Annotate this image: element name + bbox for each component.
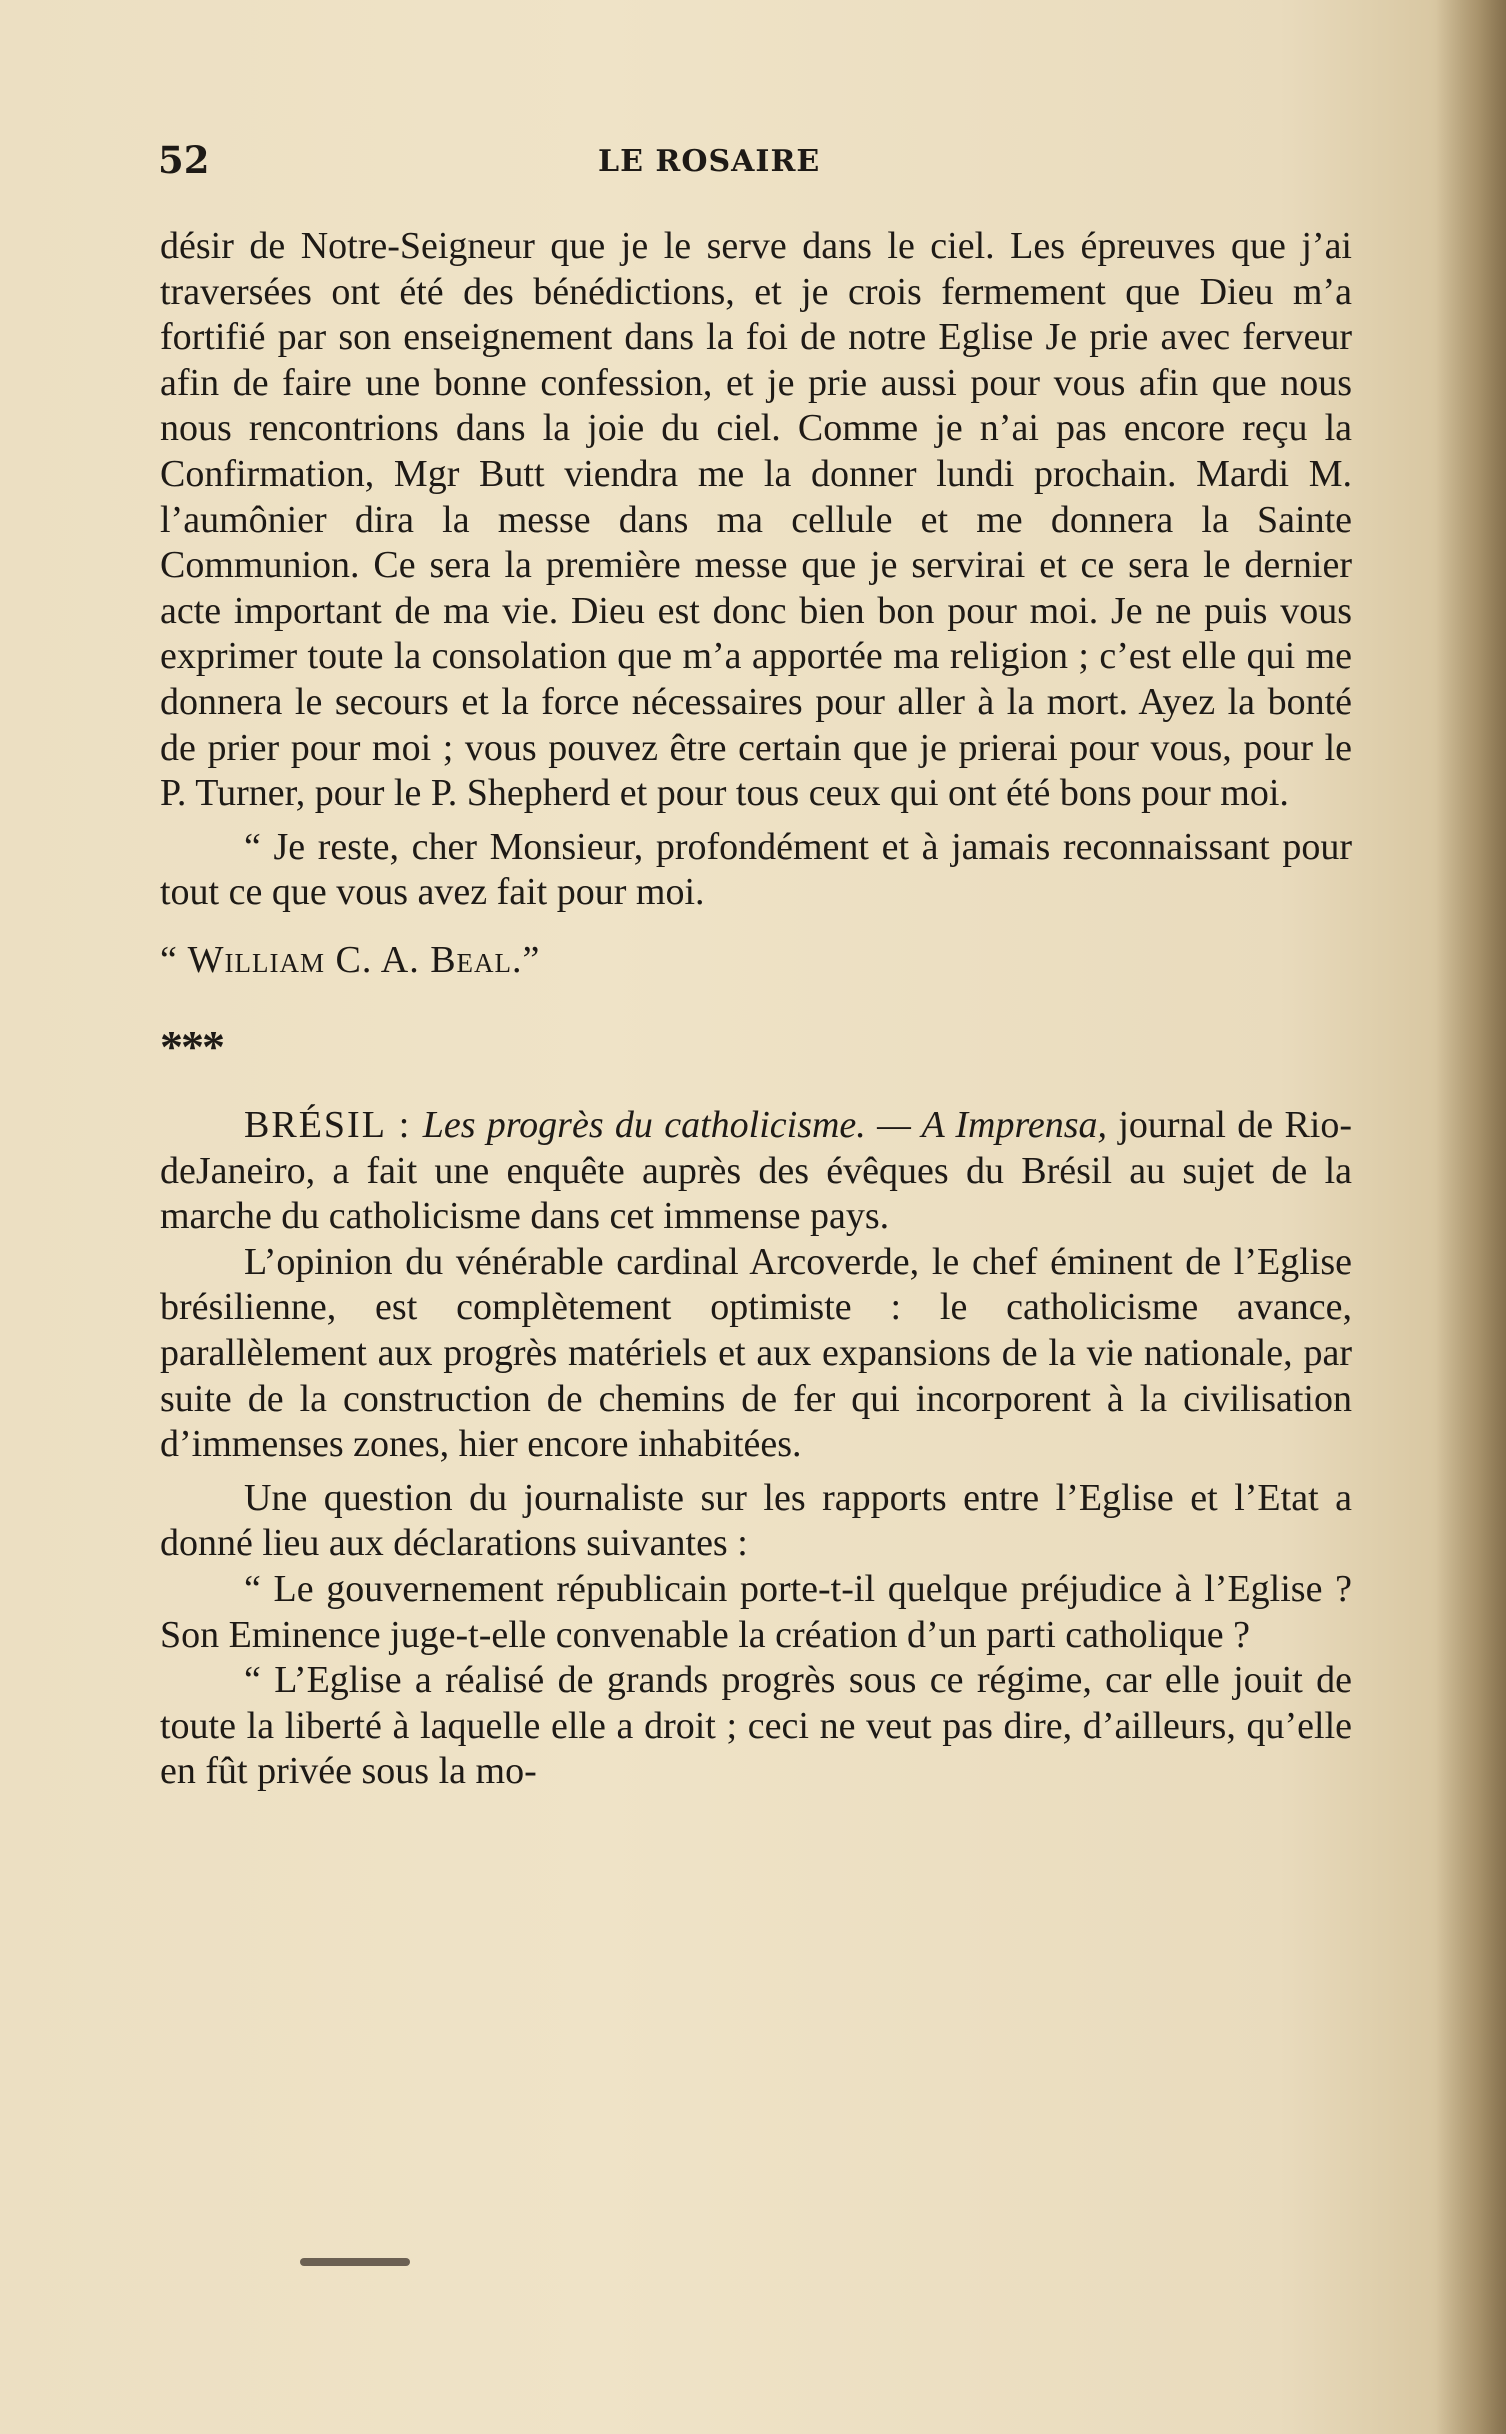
letter-closing-paragraph: “ Je reste, cher Monsieur, profondément et à jamais reconnaissant pour tout ce que vous avez fait pour moi.	[160, 825, 1352, 914]
page-gutter-shadow	[1436, 0, 1506, 2434]
section-paragraph-1-text: journal de Rio-deJaneiro, a fait une enquête auprès des évêques du Brésil au sujet de la marche du catholicisme dans cet immense pays.	[160, 1104, 1352, 1238]
ink-smudge	[300, 2258, 410, 2266]
section-paragraph-1	[160, 1103, 1352, 1240]
section-separator: ***	[160, 1020, 223, 1072]
section-paragraph-5: “ L’Eglise a réalisé de grands progrès sous ce régime, car elle jouit de toute la liberté à laquelle elle a droit ; ceci ne veut pas dire, d’ailleurs, qu’elle en fût privée sous la mo-	[160, 1659, 1352, 1793]
section-paragraph-4: “ Le gouvernement républicain porte-t-il quelque préjudice à l’Eglise ? Son Eminence juge-t-elle convenable la création d’un parti catholique ?	[160, 1568, 1352, 1656]
body-text	[160, 224, 1352, 1795]
section-title: Les progrès du catholicisme.	[422, 1104, 866, 1147]
section-lead-in: — A Imprensa,	[877, 1104, 1107, 1147]
page-number: 52	[158, 138, 210, 182]
running-title: LE ROSAIRE	[598, 144, 821, 179]
letter-signature: “ William C. A. Beal.”	[160, 938, 541, 981]
page-header	[158, 138, 1368, 188]
section-paragraph-2: L’opinion du vénérable cardinal Arcoverde, le chef éminent de l’Eglise brésilienne, est complètement optimiste : le catholicisme avance, parallèlement aux progrès matériels et aux expansions de la vie nationale, par suite de la construction de chemins de fer qui incorporent à la civilisation d’immenses zones, hier encore inhabitées.	[160, 1240, 1352, 1466]
letter-paragraph: désir de Notre-Seigneur que je le serve dans le ciel. Les épreuves que j’ai traversées ont été des bénédictions, et je crois fermement que Dieu m’a fortifié par son enseignement dans la foi de notre Eglise Je prie avec ferveur afin de faire une bonne confession, et je prie aussi pour vous afin que nous nous rencontrions dans la joie du ciel. Comme je n’ai pas encore reçu la Confirmation, Mgr Butt viendra me la donner lundi prochain. Mardi M. l’aumônier dira la messe dans ma cellule et me donnera la Sainte Communion. Ce sera la première messe que je servirai et ce sera le dernier acte important de ma vie. Dieu est donc bien bon pour moi. Je ne puis vous exprimer toute la consolation que m’a apportée ma religion ; c’est elle qui me donnera le secours et la force nécessaires pour aller à la mort. Ayez la bonté de prier pour moi ; vous pouvez être certain que je prierai pour vous, pour le P. Turner, pour le P. Shepherd et pour tous ceux qui ont été bons pour moi.	[160, 225, 1352, 815]
section-label: BRÉSIL :	[244, 1104, 412, 1147]
section-paragraph-3: Une question du journaliste sur les rapports entre l’Eglise et l’Etat a donné lieu aux déclarations suivantes :	[160, 1476, 1352, 1565]
